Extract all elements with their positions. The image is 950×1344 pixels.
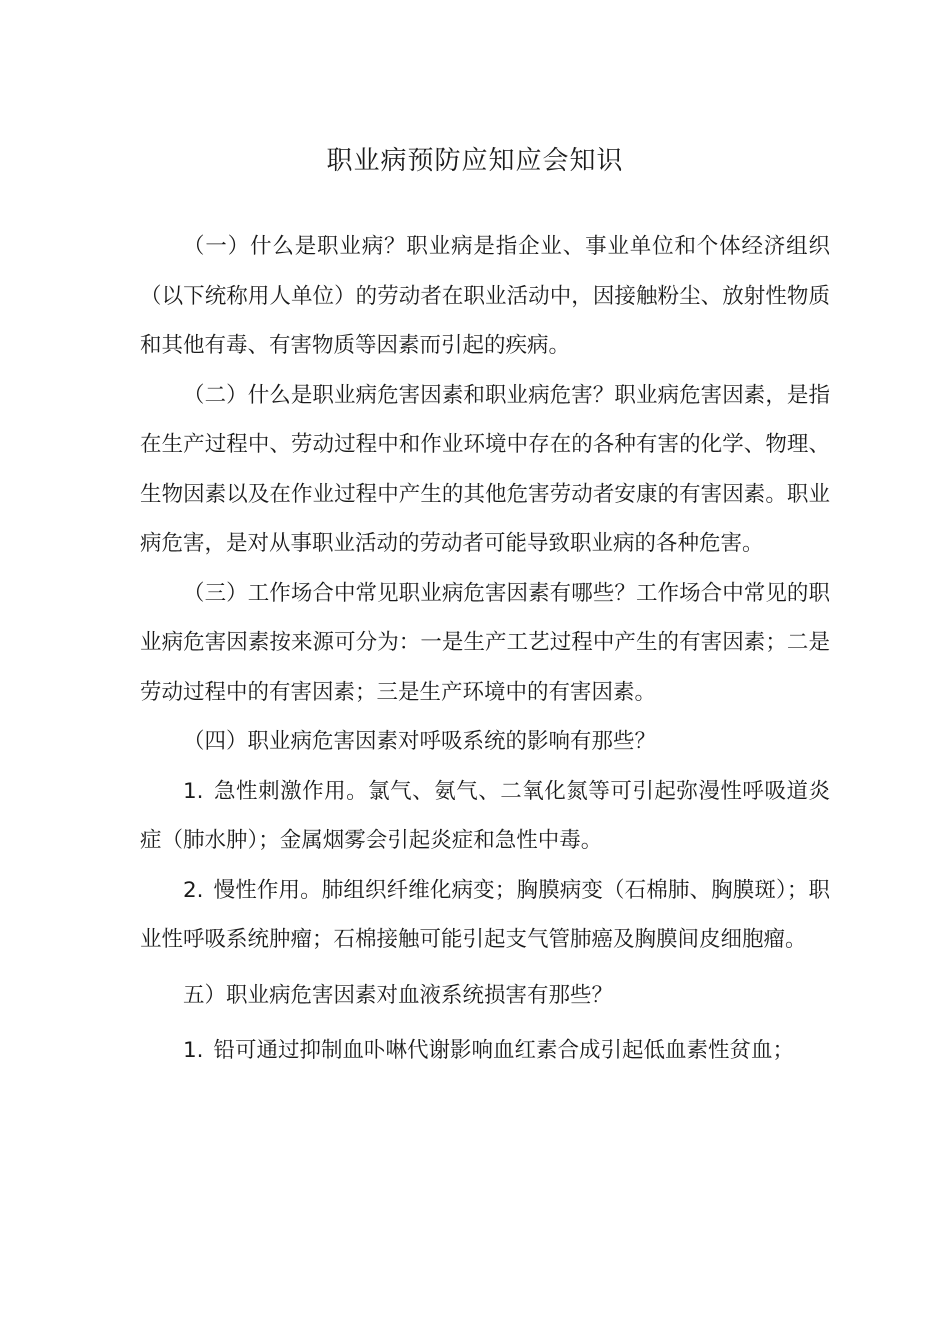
paragraph-respiratory-heading: （四）职业病危害因素对呼吸系统的影响有那些？ <box>183 729 657 754</box>
list-item-lead-anemia <box>140 1026 830 1076</box>
document-title: 职业病预防应知应会知识 <box>326 146 624 176</box>
list-number: 2. <box>183 877 204 903</box>
list-item-acute-irritation <box>140 767 830 866</box>
document-body <box>140 222 830 1076</box>
list-item-chronic-effects <box>140 866 830 965</box>
list-item-text: 急性刺激作用。氯气、氨气、二氧化氮等可引起弥漫性呼吸道炎症（肺水肿）；金属烟雾会引起炎症和急性中毒。 <box>140 778 830 853</box>
list-number: 1. <box>183 778 204 804</box>
paragraph-blood-system-heading: 五）职业病危害因素对血液系统损害有那些？ <box>183 982 614 1008</box>
list-item-text: 铅可通过抑制血卟啉代谢影响血红素合成引起低血素性贫血； <box>213 1038 795 1063</box>
paragraph-what-is-occupational-disease: （一）什么是职业病？职业病是指企业、事业单位和个体经济组织（以下统称用人单位）的劳动者在职业活动中，因接触粉尘、放射性物质和其他有毒、有害物质等因素而引起的疾病。 <box>140 234 830 358</box>
paragraph-common-hazard-factors: （三）工作场合中常见职业病危害因素有哪些？工作场合中常见的职业病危害因素按来源可分为：一是生产工艺过程中产生的有害因素；二是劳动过程中的有害因素；三是生产环境中的有害因素。 <box>140 580 830 705</box>
list-number: 1. <box>183 1038 204 1063</box>
list-item-text: 慢性作用。肺组织纤维化病变；胸膜病变（石棉肺、胸膜斑）；职业性呼吸系统肿瘤；石棉接触可能引起支气管肺癌及胸膜间皮细胞瘤。 <box>140 877 830 952</box>
paragraph-hazard-factors-definition: （二）什么是职业病危害因素和职业病危害？职业病危害因素，是指在生产过程中、劳动过程中和作业环境中存在的各种有害的化学、物理、生物因素以及在作业过程中产生的其他危害劳动者安康的有害因素。职业病危害，是对从事职业活动的劳动者可能导致职业病的各种危害。 <box>140 382 830 556</box>
